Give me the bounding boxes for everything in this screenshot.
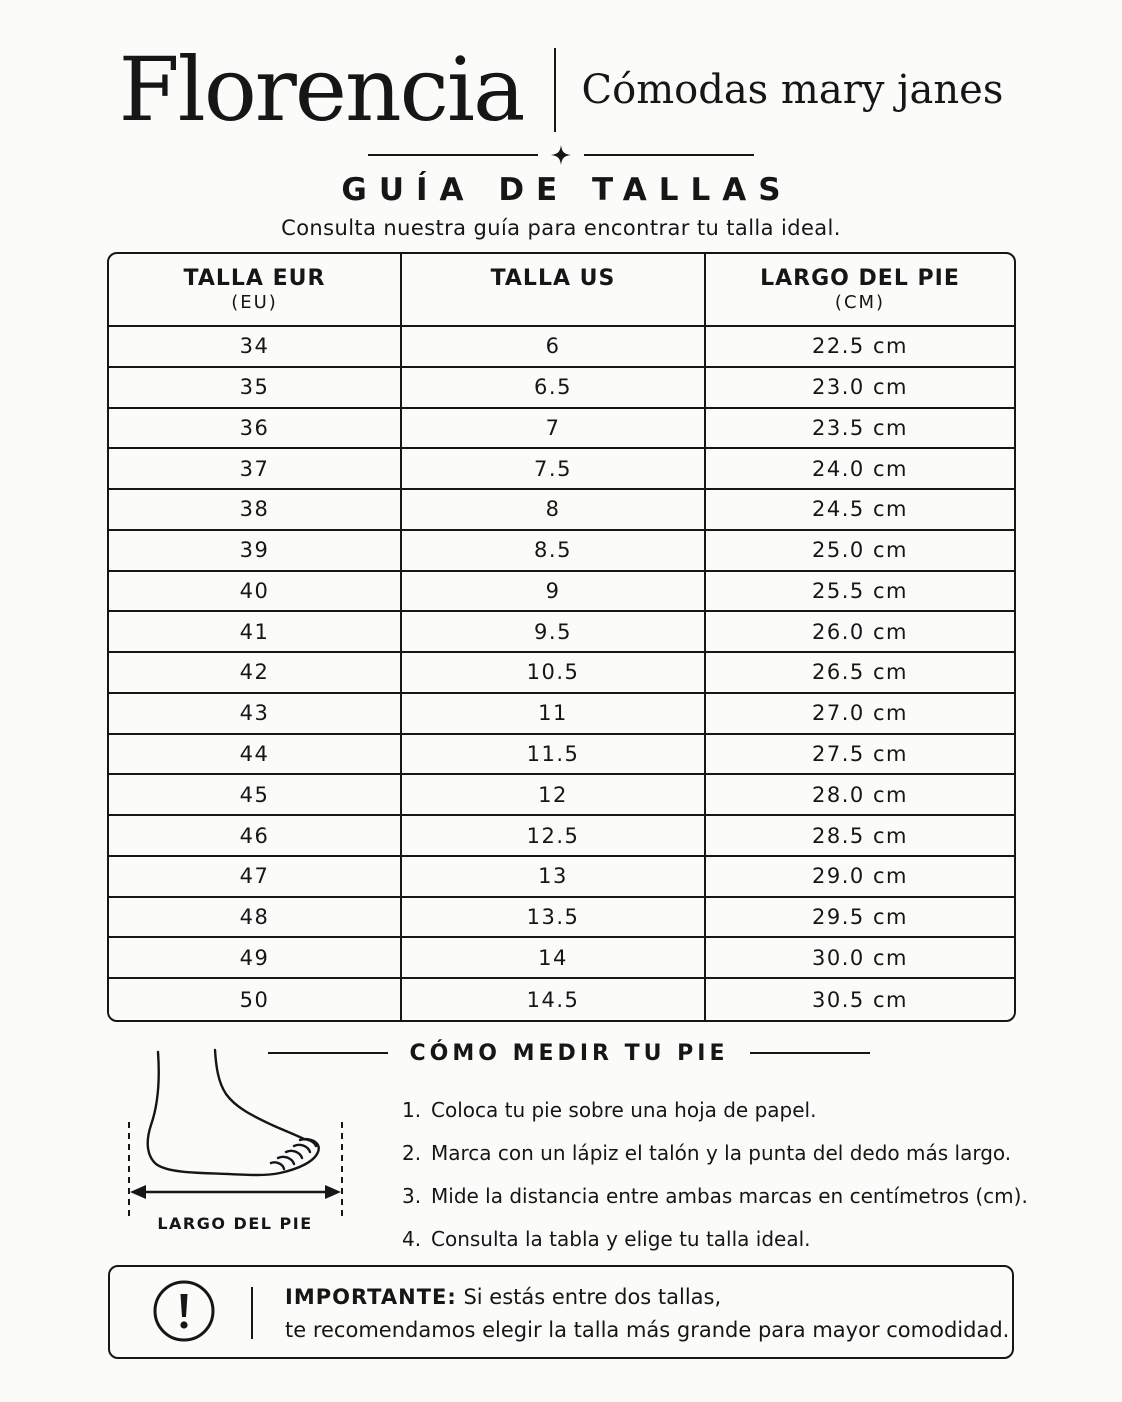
cell-eur-size: 36 xyxy=(109,409,402,450)
cell-foot-length: 25.5 cm xyxy=(706,572,1014,613)
cell-foot-length: 25.0 cm xyxy=(706,531,1014,572)
header xyxy=(0,40,1122,140)
cell-us-size: 14.5 xyxy=(402,979,706,1020)
cell-eur-size: 44 xyxy=(109,735,402,776)
heading-line-right xyxy=(750,1052,870,1054)
list-item xyxy=(402,1217,1102,1260)
cell-us-size: 12.5 xyxy=(402,816,706,857)
divider-line-left xyxy=(368,154,538,156)
cell-us-size: 11.5 xyxy=(402,735,706,776)
step-text: Mide la distancia entre ambas marcas en centímetros (cm). xyxy=(431,1183,1028,1208)
foot-icon xyxy=(118,1040,358,1240)
cell-eur-size: 34 xyxy=(109,327,402,368)
notice-line-2: te recomendamos elegir la talla más grande para mayor comodidad. xyxy=(285,1318,1010,1342)
list-item xyxy=(402,1088,1102,1131)
cell-us-size: 6.5 xyxy=(402,368,706,409)
header-us-label: TALLA US xyxy=(490,266,616,291)
cell-eur-size: 40 xyxy=(109,572,402,613)
cell-us-size: 7 xyxy=(402,409,706,450)
step-number: 1. xyxy=(402,1097,422,1122)
cell-foot-length: 24.0 cm xyxy=(706,449,1014,490)
exclamation-circle-icon xyxy=(152,1279,216,1343)
cell-us-size: 12 xyxy=(402,775,706,816)
cell-eur-size: 43 xyxy=(109,694,402,735)
list-item xyxy=(402,1131,1102,1174)
foot-length-label: LARGO DEL PIE xyxy=(157,1214,313,1233)
how-to-measure-title: CÓMO MEDIR TU PIE xyxy=(409,1040,729,1066)
cell-us-size: 10.5 xyxy=(402,653,706,694)
page-subtitle: Consulta nuestra guía para encontrar tu talla ideal. xyxy=(281,216,841,240)
measure-steps xyxy=(402,1088,1102,1260)
cell-us-size: 7.5 xyxy=(402,449,706,490)
cell-eur-size: 37 xyxy=(109,449,402,490)
cell-eur-size: 39 xyxy=(109,531,402,572)
step-number: 2. xyxy=(402,1140,422,1165)
step-number: 3. xyxy=(402,1183,422,1208)
brand-logo: Florencia xyxy=(118,38,524,141)
cell-foot-length: 30.0 cm xyxy=(706,938,1014,979)
header-length-unit: (CM) xyxy=(834,292,886,313)
header-eur-label: TALLA EUR xyxy=(183,266,326,291)
cell-foot-length: 24.5 cm xyxy=(706,490,1014,531)
cell-foot-length: 23.5 cm xyxy=(706,409,1014,450)
cell-us-size: 14 xyxy=(402,938,706,979)
cell-foot-length: 26.5 cm xyxy=(706,653,1014,694)
cell-eur-size: 46 xyxy=(109,816,402,857)
cell-foot-length: 27.0 cm xyxy=(706,694,1014,735)
cell-eur-size: 38 xyxy=(109,490,402,531)
cell-us-size: 13 xyxy=(402,857,706,898)
cell-foot-length: 28.0 cm xyxy=(706,775,1014,816)
cell-foot-length: 30.5 cm xyxy=(812,987,908,1012)
step-text: Coloca tu pie sobre una hoja de papel. xyxy=(431,1097,817,1122)
page-title: GUÍA DE TALLAS xyxy=(341,172,793,208)
cell-us-size: 11 xyxy=(402,694,706,735)
cell-us-size: 9 xyxy=(402,572,706,613)
cell-eur-size: 45 xyxy=(109,775,402,816)
cell-foot-length: 23.0 cm xyxy=(706,368,1014,409)
cell-eur-size: 42 xyxy=(109,653,402,694)
cell-eur-size: 49 xyxy=(109,938,402,979)
cell-us-size: 6 xyxy=(402,327,706,368)
notice-divider xyxy=(251,1287,253,1339)
product-name: Cómodas mary janes xyxy=(581,67,1004,113)
step-text: Consulta la tabla y elige tu talla ideal. xyxy=(431,1226,811,1251)
cell-eur-size: 47 xyxy=(109,857,402,898)
cell-us-size: 8 xyxy=(402,490,706,531)
cell-eur-size: 35 xyxy=(109,368,402,409)
notice-line-1: Si estás entre dos tallas, xyxy=(463,1285,722,1309)
step-number: 4. xyxy=(402,1226,422,1251)
header-length xyxy=(706,254,1014,327)
sparkle-icon xyxy=(550,144,572,166)
header-eur xyxy=(109,254,402,327)
cell-foot-length: 27.5 cm xyxy=(706,735,1014,776)
header-length-label: LARGO DEL PIE xyxy=(760,266,960,291)
cell-foot-length: 22.5 cm xyxy=(706,327,1014,368)
how-to-measure-heading xyxy=(268,1038,870,1068)
heading-line-left xyxy=(268,1052,388,1054)
cell-us-size: 9.5 xyxy=(402,612,706,653)
cell-foot-length: 28.5 cm xyxy=(706,816,1014,857)
cell-eur-size: 50 xyxy=(109,979,402,1020)
ornament-divider xyxy=(0,145,1122,165)
list-item xyxy=(402,1174,1102,1217)
cell-foot-length: 26.0 cm xyxy=(706,612,1014,653)
header-divider xyxy=(554,48,556,132)
important-notice xyxy=(108,1265,1014,1359)
notice-text xyxy=(285,1281,1009,1347)
cell-us-size: 8.5 xyxy=(402,531,706,572)
cell-foot-length: 29.0 cm xyxy=(706,857,1014,898)
cell-foot-length: 29.5 cm xyxy=(706,898,1014,939)
cell-eur-size: 48 xyxy=(109,898,402,939)
notice-label: IMPORTANTE: xyxy=(285,1285,457,1309)
size-table xyxy=(107,252,1016,1022)
divider-line-right xyxy=(584,154,754,156)
step-text: Marca con un lápiz el talón y la punta del dedo más largo. xyxy=(431,1140,1012,1165)
header-us xyxy=(402,254,706,327)
header-eur-unit: (EU) xyxy=(231,292,278,313)
cell-us-size: 13.5 xyxy=(402,898,706,939)
cell-eur-size: 41 xyxy=(109,612,402,653)
